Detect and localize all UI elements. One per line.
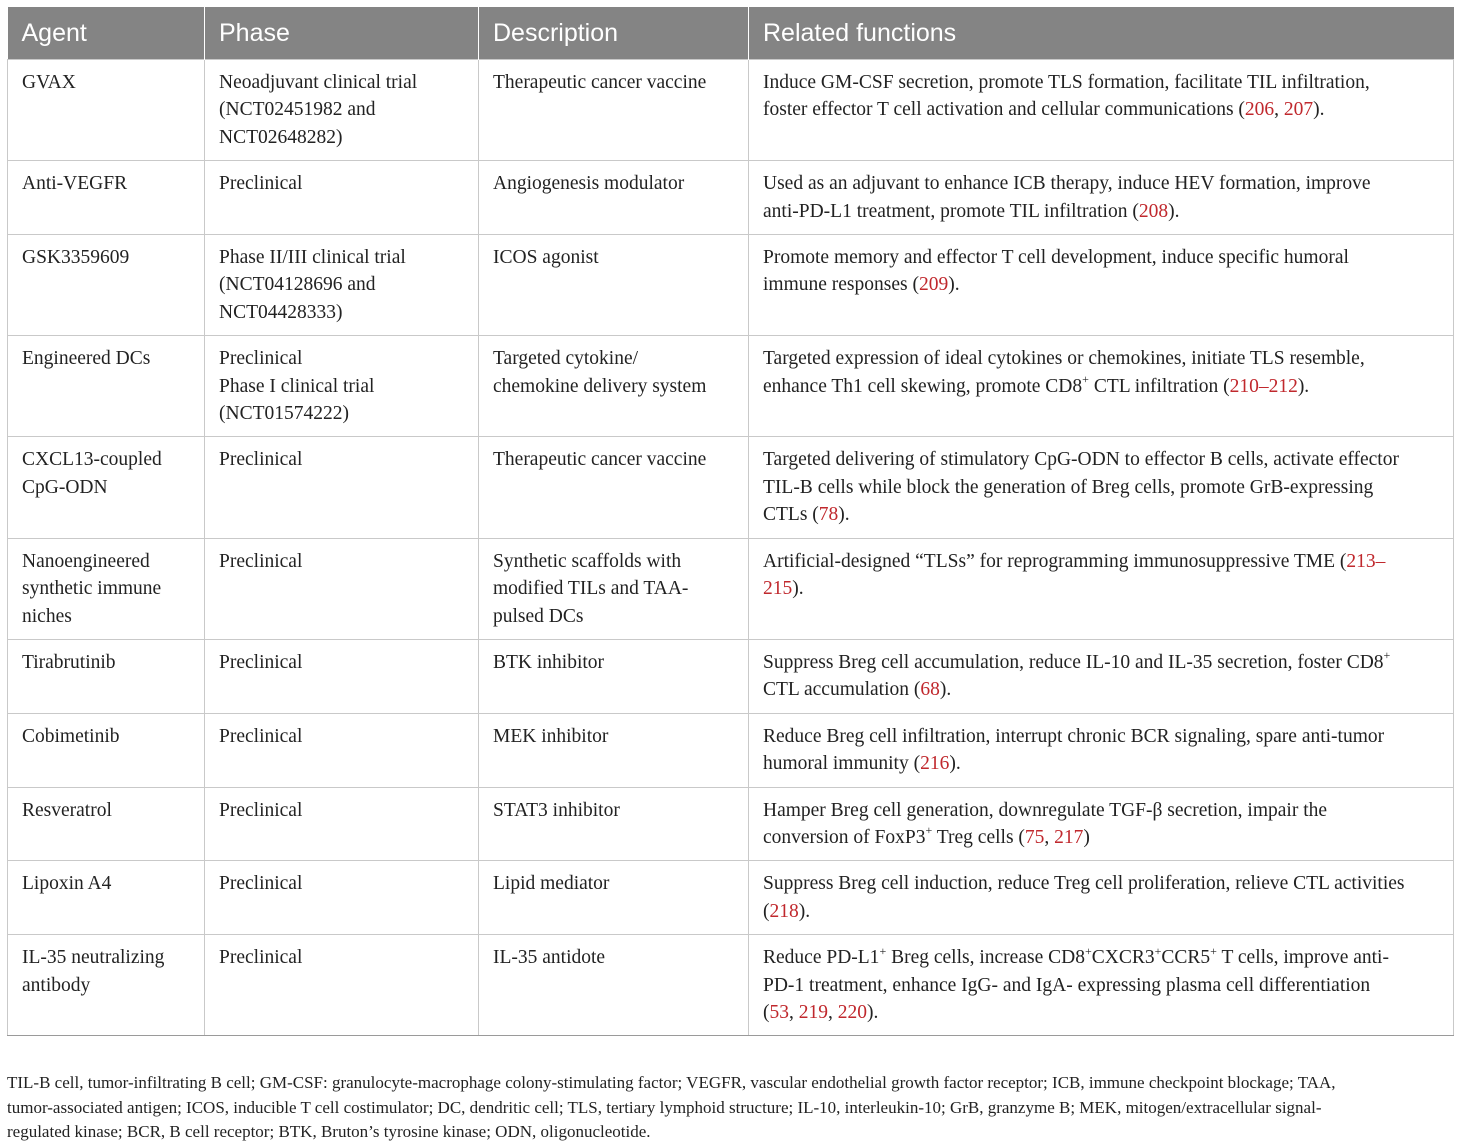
description-cell-line: BTK inhibitor [493, 651, 605, 673]
phase-cell [205, 935, 479, 1036]
table-row [8, 935, 1454, 1036]
functions-text: CTL accumulation ( [763, 679, 921, 701]
agent-cell-line: Engineered DCs [22, 348, 151, 370]
reference-link[interactable]: 208 [1138, 200, 1169, 222]
footnote-line: regulated kinase; BCR, B cell receptor; BTK, Bruton’s tyrosine kinase; ODN, oligonucleotide. [7, 1122, 651, 1141]
functions-text: Targeted delivering of stimulatory CpG-ODN to effector B cells, activate effector [763, 449, 1399, 471]
functions-text: Artificial-designed “TLSs” for reprogramming immunosuppressive TME ( [763, 550, 1347, 572]
description-cell-line: Angiogenesis modulator [493, 173, 685, 195]
table-footnote [7, 1071, 1453, 1145]
functions-text: immune responses ( [763, 274, 919, 296]
agent-cell-line: niches [22, 605, 72, 627]
functions-text: ). [948, 274, 960, 296]
description-cell-line: STAT3 inhibitor [493, 799, 620, 821]
functions-text: anti-PD-L1 treatment, promote TIL infiltration ( [763, 200, 1139, 222]
table-row [8, 60, 1454, 161]
description-cell [479, 538, 749, 639]
phase-cell [205, 437, 479, 538]
phase-cell-line: Preclinical [219, 725, 303, 747]
agent-cell [8, 161, 205, 235]
phase-cell-line: (NCT01574222) [219, 403, 349, 425]
phase-cell [205, 713, 479, 787]
functions-cell [749, 639, 1454, 713]
phase-cell [205, 538, 479, 639]
phase-cell-line: NCT02648282) [219, 126, 343, 148]
functions-text: ( [763, 1001, 770, 1023]
agent-cell-line: synthetic immune [22, 578, 162, 600]
phase-cell-line: Preclinical [219, 873, 303, 895]
functions-text: Reduce PD-L1 [763, 947, 880, 969]
header-related-functions: Related functions [749, 7, 1454, 60]
reference-link[interactable]: 219 [798, 1001, 828, 1023]
functions-text: PD-1 treatment, enhance IgG- and IgA- expressing plasma cell differentiation [763, 974, 1371, 996]
reference-link[interactable]: 215 [763, 578, 793, 600]
description-cell [479, 639, 749, 713]
table-row [8, 713, 1454, 787]
agents-table [7, 7, 1454, 1036]
header-phase: Phase [205, 7, 479, 60]
description-cell-line: chemokine delivery system [493, 375, 707, 397]
functions-text: T cells, improve anti- [1216, 947, 1389, 969]
phase-cell [205, 861, 479, 935]
functions-cell [749, 235, 1454, 336]
functions-text: , [789, 1001, 799, 1023]
functions-cell [749, 935, 1454, 1036]
functions-text: CTL infiltration ( [1088, 375, 1230, 397]
phase-cell-line: Preclinical [219, 550, 303, 572]
table-row [8, 235, 1454, 336]
description-cell [479, 437, 749, 538]
description-cell-line: Therapeutic cancer vaccine [493, 72, 707, 93]
description-cell-line: MEK inhibitor [493, 725, 609, 747]
phase-cell-line: Phase I clinical trial [219, 375, 375, 397]
phase-cell [205, 235, 479, 336]
functions-text: TIL-B cells while block the generation of Breg cells, promote GrB-expressing [763, 476, 1374, 498]
functions-cell [749, 60, 1454, 161]
functions-text: humoral immunity ( [763, 753, 921, 775]
description-cell-line: ICOS agonist [493, 247, 599, 269]
agent-cell [8, 60, 205, 161]
functions-text: foster effector T cell activation and cellular communications ( [763, 99, 1245, 121]
superscript: + [1082, 372, 1089, 387]
phase-cell-line: Preclinical [219, 947, 303, 969]
agent-cell-line: IL-35 neutralizing [22, 947, 165, 969]
functions-text: ). [1297, 375, 1310, 397]
functions-cell [749, 336, 1454, 437]
superscript: + [1154, 943, 1162, 958]
reference-link[interactable]: 207 [1283, 99, 1314, 121]
agent-cell-line: GSK3359609 [22, 247, 130, 269]
agent-cell [8, 861, 205, 935]
functions-text: ). [838, 504, 850, 526]
table-row [8, 336, 1454, 437]
table-row [8, 787, 1454, 861]
table-row [8, 161, 1454, 235]
superscript: + [879, 943, 887, 958]
agent-cell-line: CpG-ODN [22, 476, 108, 498]
description-cell-line: Synthetic scaffolds with [493, 550, 682, 572]
header-agent: Agent [8, 7, 205, 60]
phase-cell-line: NCT04428333) [219, 301, 343, 323]
superscript: + [925, 823, 933, 838]
reference-link[interactable]: 68 [920, 679, 940, 701]
reference-link[interactable]: 213– [1346, 550, 1386, 572]
functions-text: Treg cells ( [932, 826, 1025, 848]
functions-text: Targeted expression of ideal cytokines or chemokines, initiate TLS resemble, [763, 348, 1365, 370]
functions-text: Used as an adjuvant to enhance ICB therapy, induce HEV formation, improve [763, 173, 1371, 195]
phase-cell-line: (NCT04128696 and [219, 274, 376, 296]
reference-link[interactable]: 53 [769, 1001, 789, 1023]
functions-cell [749, 161, 1454, 235]
functions-text: ). [1168, 200, 1180, 222]
phase-cell-line: Preclinical [219, 449, 303, 471]
reference-link[interactable]: 206 [1244, 99, 1275, 121]
phase-cell-line: Phase II/III clinical trial [219, 247, 406, 269]
functions-text: ) [1083, 826, 1090, 848]
table-body [8, 60, 1454, 1036]
table-row [8, 437, 1454, 538]
description-cell [479, 161, 749, 235]
agent-cell [8, 713, 205, 787]
description-cell-line: modified TILs and TAA- [493, 578, 689, 600]
functions-text: ). [949, 753, 961, 775]
functions-text: ). [1313, 99, 1325, 121]
agent-cell-line: Nanoengineered [22, 550, 150, 572]
agent-cell-line: Cobimetinib [22, 725, 120, 747]
phase-cell [205, 787, 479, 861]
phase-cell-line: Neoadjuvant clinical trial [219, 72, 418, 93]
description-cell-line: Targeted cytokine/ [493, 348, 639, 370]
functions-text: enhance Th1 cell skewing, promote CD8 [763, 375, 1083, 397]
superscript: + [1084, 943, 1092, 958]
phase-cell-line: Preclinical [219, 348, 303, 370]
description-cell-line: Lipid mediator [493, 873, 610, 895]
reference-link[interactable]: 216 [920, 753, 950, 775]
agent-cell [8, 538, 205, 639]
functions-text: CTLs ( [763, 504, 819, 526]
description-cell [479, 60, 749, 161]
functions-text: Suppress Breg cell accumulation, reduce IL-10 and IL-35 secretion, foster CD8 [763, 651, 1384, 673]
functions-text: , [1274, 99, 1284, 121]
table-row [8, 538, 1454, 639]
agent-cell-line: Resveratrol [22, 799, 112, 821]
functions-text: , [1044, 826, 1055, 848]
reference-link[interactable]: 75 [1024, 826, 1045, 848]
functions-text: Induce GM-CSF secretion, promote TLS formation, facilitate TIL infiltration, [763, 72, 1370, 93]
functions-text: ). [792, 578, 804, 600]
agent-cell-line: Tirabrutinib [22, 651, 116, 673]
phase-cell-line: Preclinical [219, 173, 303, 195]
reference-link[interactable]: 209 [918, 274, 949, 296]
footnote-line: tumor-associated antigen; ICOS, inducible T cell costimulator; DC, dendritic cell; TLS, tertiary lymphoid structure; IL-10, interleukin-10; GrB, granzyme B; MEK, mitogen/extracellular signal- [7, 1097, 1322, 1117]
description-cell [479, 787, 749, 861]
description-cell [479, 861, 749, 935]
functions-text: ). [867, 1001, 879, 1023]
agent-cell [8, 235, 205, 336]
description-cell-line: pulsed DCs [493, 605, 584, 627]
reference-link[interactable]: 220 [837, 1001, 867, 1023]
table-container [7, 7, 1453, 1036]
agent-cell-line: CXCL13-coupled [22, 449, 162, 471]
functions-text: CCR5 [1161, 947, 1211, 969]
phase-cell-line: Preclinical [219, 651, 303, 673]
superscript: + [1210, 943, 1217, 958]
phase-cell [205, 336, 479, 437]
footnote-line: TIL-B cell, tumor-infiltrating B cell; GM-CSF: granulocyte-macrophage colony-stimulating factor; VEGFR, vascular endothelial growth factor receptor; ICB, immune checkpoint blockage; TAA, [7, 1073, 1336, 1092]
description-cell [479, 336, 749, 437]
functions-cell [749, 437, 1454, 538]
table-row [8, 639, 1454, 713]
reference-link[interactable]: 218 [769, 900, 799, 922]
functions-cell [749, 538, 1454, 639]
functions-cell [749, 713, 1454, 787]
functions-text: Reduce Breg cell infiltration, interrupt chronic BCR signaling, spare anti-tumor [763, 725, 1385, 747]
agent-cell [8, 437, 205, 538]
functions-cell [749, 861, 1454, 935]
table-row [8, 861, 1454, 935]
functions-text: Suppress Breg cell induction, reduce Treg cell proliferation, relieve CTL activities [763, 873, 1405, 895]
phase-cell [205, 639, 479, 713]
functions-text: Breg cells, increase CD8 [886, 947, 1085, 969]
agent-cell [8, 639, 205, 713]
agent-cell [8, 336, 205, 437]
agent-cell-line: Lipoxin A4 [22, 873, 112, 895]
description-cell [479, 235, 749, 336]
agent-cell-line: antibody [22, 974, 91, 996]
phase-cell [205, 60, 479, 161]
agent-cell-line: Anti-VEGFR [22, 173, 128, 195]
reference-link[interactable]: 217 [1054, 826, 1084, 848]
description-cell [479, 935, 749, 1036]
functions-text: Promote memory and effector T cell development, induce specific humoral [763, 247, 1349, 269]
description-cell [479, 713, 749, 787]
functions-text: CXCR3 [1091, 947, 1155, 969]
reference-link[interactable]: 210–212 [1229, 375, 1298, 397]
functions-text: Hamper Breg cell generation, downregulate TGF-β secretion, impair the [763, 799, 1328, 821]
functions-text: , [828, 1001, 838, 1023]
phase-cell [205, 161, 479, 235]
superscript: + [1383, 648, 1391, 663]
header-description: Description [479, 7, 749, 60]
phase-cell-line: (NCT02451982 and [219, 99, 376, 121]
agent-cell [8, 787, 205, 861]
phase-cell-line: Preclinical [219, 799, 303, 821]
description-cell-line: Therapeutic cancer vaccine [493, 449, 707, 471]
agent-cell-line: GVAX [22, 72, 76, 93]
functions-text: ). [798, 900, 811, 922]
description-cell-line: IL-35 antidote [493, 947, 606, 969]
functions-text: ). [939, 679, 952, 701]
header-row [8, 7, 1454, 60]
functions-text: conversion of FoxP3 [763, 826, 926, 848]
agent-cell [8, 935, 205, 1036]
functions-cell [749, 787, 1454, 861]
functions-text: ( [763, 900, 770, 922]
reference-link[interactable]: 78 [818, 504, 839, 526]
